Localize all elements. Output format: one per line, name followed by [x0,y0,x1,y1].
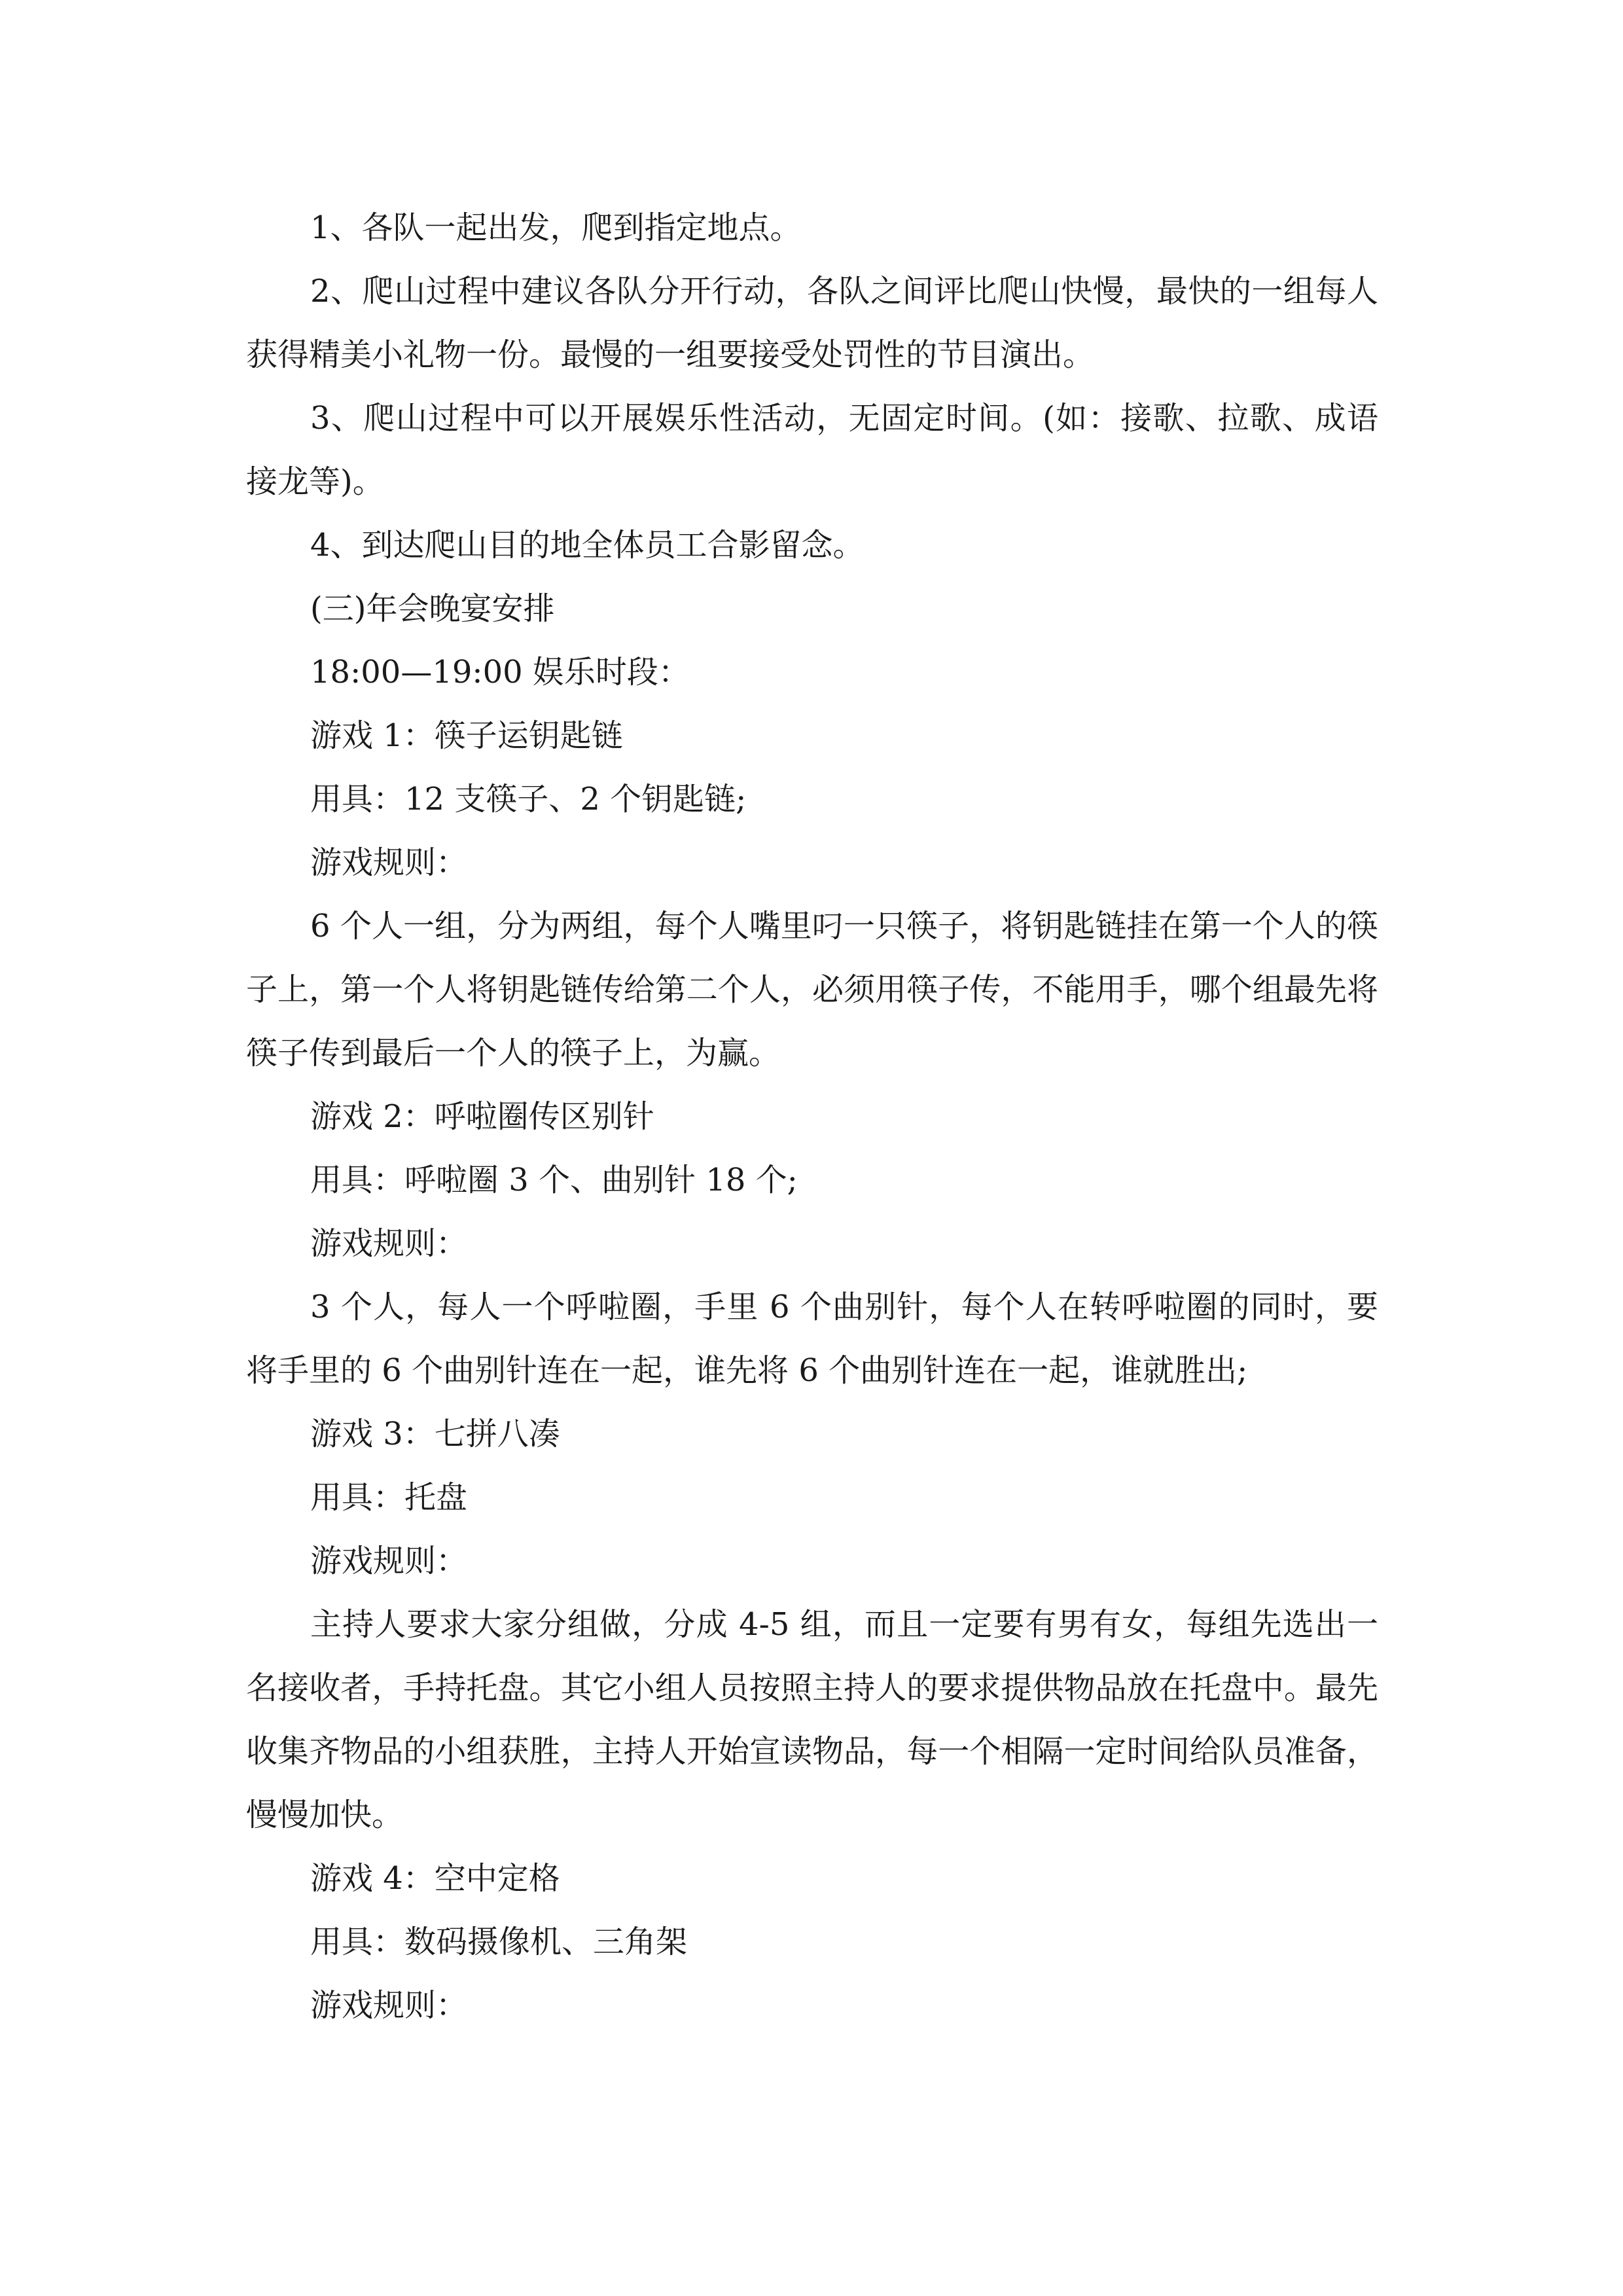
paragraph-climb-rule-2: 2、爬山过程中建议各队分开行动，各队之间评比爬山快慢，最快的一组每人获得精美小礼物一份。最慢的一组要接受处罚性的节目演出。 [246,273,1378,373]
paragraph-climb-rule-1: 1、各队一起出发，爬到指定地点。 [310,209,802,246]
game-2-rules-text: 3 个人，每人一个呼啦圈，手里 6 个曲别针，每个人在转呼啦圈的同时，要将手里的 6 个曲别针连在一起，谁先将 6 个曲别针连在一起，谁就胜出; [246,1289,1378,1389]
game-2-rules-label: 游戏规则： [310,1225,468,1262]
game-3-equipment: 用具：托盘 [310,1479,468,1516]
game-4-title: 游戏 4：空中定格 [310,1860,560,1897]
game-1-title: 游戏 1：筷子运钥匙链 [310,717,623,754]
game-1-rules-text: 6 个人一组，分为两组，每个人嘴里叼一只筷子，将钥匙链挂在第一个人的筷子上，第一个人将钥匙链传给第二个人，必须用筷子传，不能用手，哪个组最先将筷子传到最后一个人的筷子上，为赢。 [246,908,1378,1071]
game-3-rules-label: 游戏规则： [310,1543,468,1579]
paragraph-climb-rule-3: 3、爬山过程中可以开展娱乐性活动，无固定时间。(如：接歌、拉歌、成语接龙等)。 [246,400,1378,500]
section-heading-banquet: (三)年会晚宴安排 [310,590,555,627]
game-2-equipment: 用具：呼啦圈 3 个、曲别针 18 个; [310,1162,798,1198]
game-3-rules-text: 主持人要求大家分组做，分成 4-5 组，而且一定要有男有女，每组先选出一名接收者，手持托盘。其它小组人员按照主持人的要求提供物品放在托盘中。最先收集齐物品的小组获胜，主持人开始宣读物品，每一个相隔一定时间给队员准备，慢慢加快。 [246,1606,1378,1833]
game-1-rules-label: 游戏规则： [310,844,468,881]
paragraph-climb-rule-4: 4、到达爬山目的地全体员工合影留念。 [310,527,865,564]
document-body [246,196,1378,2037]
game-4-rules-label: 游戏规则： [310,1987,468,2024]
game-2-title: 游戏 2：呼啦圈传区别针 [310,1098,654,1135]
game-4-equipment: 用具：数码摄像机、三角架 [310,1924,688,1960]
time-slot-entertainment: 18:00—19:00 娱乐时段： [310,654,690,691]
game-3-title: 游戏 3：七拼八凑 [310,1416,560,1452]
game-1-equipment: 用具：12 支筷子、2 个钥匙链; [310,781,747,817]
